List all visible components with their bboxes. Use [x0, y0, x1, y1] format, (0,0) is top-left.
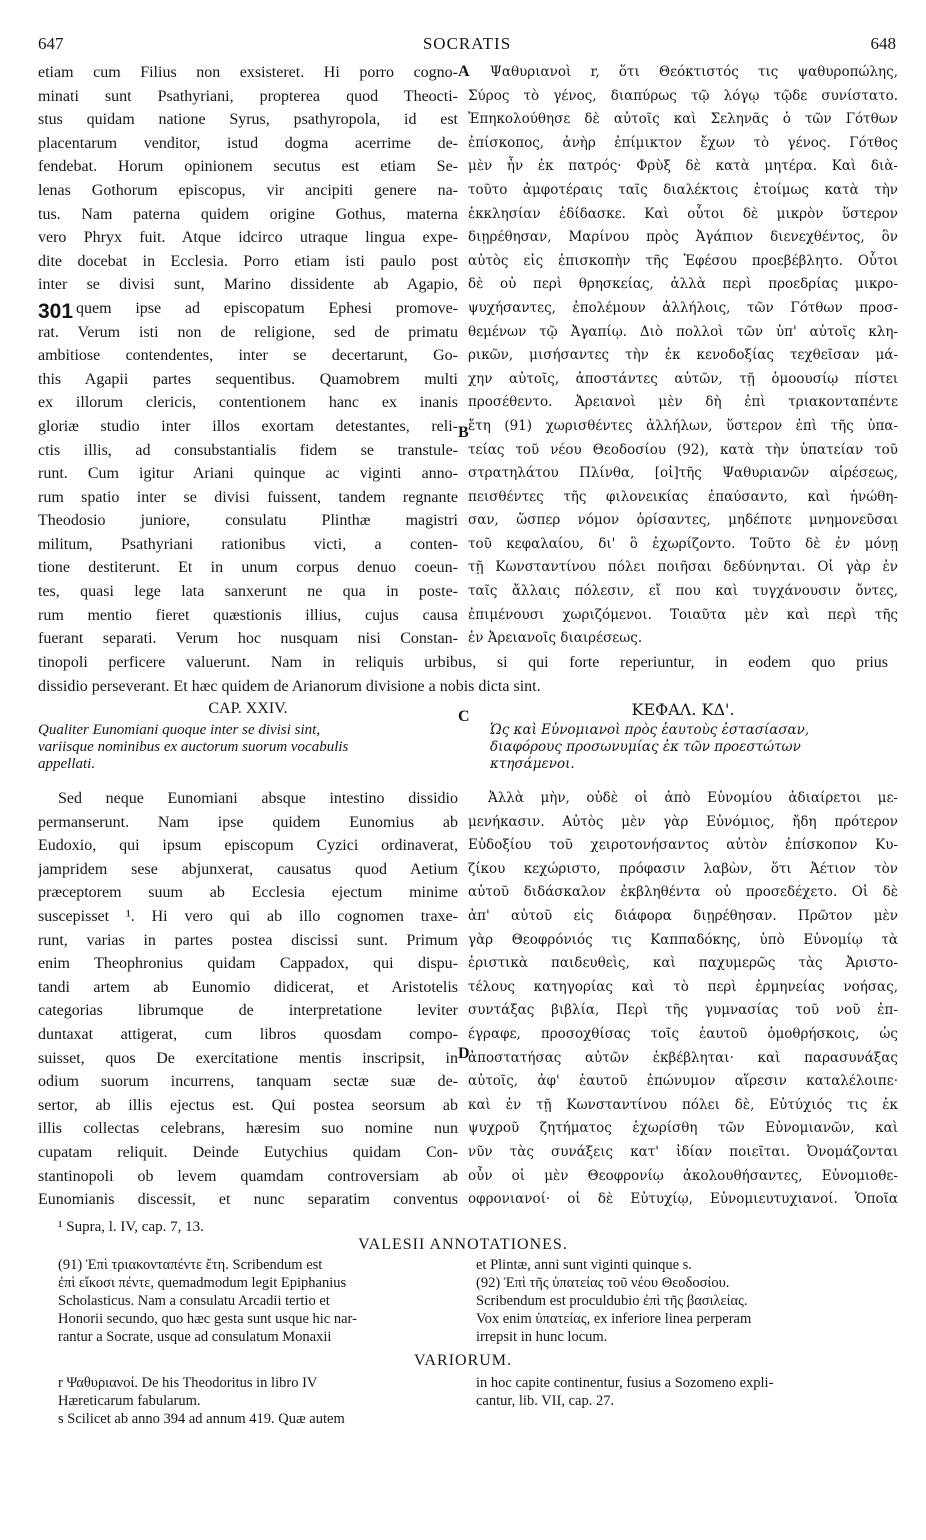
note-line: et Plintæ, anni sunt viginti quinque s. [476, 1257, 692, 1273]
text-line: Eunomianis discessit, et nunc separatim conventus [38, 1191, 458, 1209]
page-number-right: 648 [870, 34, 896, 53]
note-line: (92) Ἐπὶ τῆς ὑπατείας τοῦ νέου Θεοδοσίου. [476, 1275, 730, 1291]
text-line: νῦν τὰς συνάξεις κατ' ἰδίαν ποιεῖται. Ὀνομάζονται [468, 1143, 898, 1160]
text-line: ψυχήσαντες, ἐπολέμουν ἀλλήλοις, τῶν Γότθων προσ- [468, 299, 898, 316]
text-line: ἐν Ἀρειανοῖς διαιρέσεως. [468, 630, 643, 647]
subtitle-line: Ὡς καὶ Εὐνομιανοὶ πρὸς ἑαυτοὺς ἐστασίασαν, [490, 722, 810, 738]
text-line: this Agapii partes sequentibus. Quamobrem multi [38, 370, 458, 388]
note-line: Hæreticarum fabularum. [58, 1393, 201, 1409]
text-line: μὲν ἦν ἐκ πατρός· Φρὺξ δὲ κατὰ μητέρα. Καὶ διὰ- [468, 158, 898, 175]
text-line: categorias librumque de interpretatione leviter [38, 1002, 458, 1020]
subtitle-line: κτησάμενοι. [490, 756, 575, 772]
text-line: ρικῶν, μισήσαντες τὴν ἐκ κενοδοξίας τεχθεῖσαν μά- [468, 347, 898, 364]
text-line: stus quidam natione Syrus, psathyropola, id est [38, 111, 458, 129]
text-line: τῇ Κωνσταντίνου πόλει ποιῆσαι δεδύνηνται. Οἱ γὰρ ἐν [468, 559, 898, 576]
note-line: cantur, lib. VII, cap. 27. [476, 1393, 615, 1409]
greek-column-upper [468, 61, 898, 651]
text-line: enim Theophronius quidam Cappadox, qui dispu- [38, 955, 458, 973]
text-line: odium suorum incurrens, tanquam sectæ suæ de- [38, 1073, 458, 1091]
text-line: inter se divisi sunt, Marino dissidente ab Agapio, [38, 276, 458, 294]
subtitle-line: διαφόρους προσωνυμίας ἐκ τῶν προεστώτων [490, 739, 801, 755]
text-line: vero Phryx fuit. Atque idcirco utraque lingua expe- [38, 229, 458, 247]
text-line: rum spatio inter se divisi fuissent, tandem regnante [38, 488, 458, 506]
latin-column-lower [38, 787, 458, 1212]
text-line: gloriæ studio inter illos exortam detestantes, reli- [38, 417, 458, 435]
page-number-left: 647 [38, 34, 64, 53]
text-line: ταῖς ἄλλαις πόλεσιν, εἴ που καὶ τυγχάνουσιν ὄντες, [468, 583, 898, 600]
text-line: suscepisset ¹. Hi vero qui ab illo cognomen traxe- [38, 907, 458, 925]
text-line: ambitiose contendentes, inter se decertarunt, Go- [38, 347, 458, 365]
text-line: ζίκου κεχώριστο, πρόφασιν λαβὼν, ὅτι Ἀέτιον τὸν [468, 860, 898, 877]
text-line: Theodosio juniore, consulatu Plinthæ magistri [38, 512, 458, 530]
text-line: τείας τοῦ νέου Θεοδοσίου (92), κατὰ τὴν ὑπατείαν τοῦ [468, 441, 898, 458]
column-number-marker: 301 [38, 300, 74, 323]
text-line: αὐτοῦ διδάσκαλον ἐκβληθέντα οὐ προσεδέχετο. Οἱ δὲ [468, 884, 898, 901]
text-line: ἐπιμένουσι χωριζόμενοι. Τοιαῦτα μὲν καὶ περὶ τῆς [468, 606, 898, 623]
note-line: in hoc capite continentur, fusius a Sozomeno expli- [476, 1375, 774, 1391]
text-line: θεμένων τῷ Ἀγαπίῳ. Διὸ πολλοὶ τῶν ὑπ' αὐτοῖς κλη- [468, 323, 898, 340]
text-line: χην αὐτοῖς, ἀποστάντες αὐτῶν, τῇ ὁμοουσίῳ πίστει [468, 370, 898, 387]
margin-letter-d: D [458, 1045, 470, 1062]
text-line: ἔτη (91) χωρισθέντες ἀλλήλων, ὕστερον ἐπὶ τῆς ὑπα- [468, 417, 898, 434]
text-line: τέλους κατηγορίας καὶ τὸ περὶ ἑρμηνείας νοήσας, [468, 978, 898, 995]
text-line: runt. Cum igitur Ariani quinque ac viginti anno- [38, 465, 458, 483]
margin-letter-a: A [458, 63, 470, 80]
text-line: rat. Verum isti non de religione, sed de primatu [38, 323, 458, 341]
text-line: Ἐπηκολούθησε δὲ αὐτοῖς καὶ Σεληνᾶς ὁ τῶν Γότθων [468, 111, 898, 128]
text-line: illis collectas celebrans, hæresim suo nomine nun [38, 1120, 458, 1138]
latin-column-upper [38, 61, 458, 651]
text-line: minati sunt Psathyriani, propterea quod Theocti- [38, 87, 458, 105]
valesii-right-column [476, 1256, 896, 1346]
note-line: irrepsit in hunc locum. [476, 1329, 608, 1345]
text-line: tione destiterunt. Et in unum corpus denuo coeun- [38, 559, 458, 577]
text-line: stantinopoli ob levem quamdam controversiam ab [38, 1167, 458, 1185]
text-line: tandi artem ab Eunomio didicerat, et Aristotelis [38, 978, 458, 996]
text-line: ἀποστατήσας αὐτῶν ἐκβέβληται· καὶ παρασυνάξας [468, 1049, 898, 1066]
greek-column-lower [468, 787, 898, 1212]
text-line: ctis illis, ad consubstantialis fidem se transtule- [38, 441, 458, 459]
chapter-subtitle-latin [38, 722, 458, 773]
text-line: Ἀλλὰ μὴν, οὐδὲ οἱ ἀπὸ Εὐνομίου ἀδιαίρετοι με- [488, 790, 898, 806]
margin-letter-c: C [458, 708, 470, 725]
text-line: σαν, ὥσπερ νόμον ὁρίσαντες, μηδέποτε μνημονεῦσαι [468, 512, 898, 529]
text-line: dite docebat in Ecclesia. Porro etiam isti paulo post [38, 252, 458, 270]
text-line: jampridem sese abjunxerat, causatus quod Aetium [38, 860, 458, 878]
margin-letter-b: B [458, 424, 469, 441]
text-line: dissidio perseverant. Et hæc quidem de Arianorum divisione a nobis dicta sint. [38, 677, 541, 695]
text-line: τοῦτο ἀμφοτέραις ταῖς διαλέκτοις ἑτοίμως κατὰ τὴν [468, 181, 898, 198]
note-line: Vox enim ὑπατείας, ex inferiore linea perperam [476, 1311, 752, 1327]
text-line: permanserunt. Nam ipse quidem Eunomius ab [38, 813, 458, 831]
text-line: quem ipse ad episcopatum Ephesi promove- [76, 299, 458, 317]
text-line: γὰρ Θεοφρόνιός τις Καππαδόκης, ὑπὸ Εὐνομίῳ τὰ [468, 931, 898, 948]
chapter-title-latin: CAP. XXIV. [208, 700, 288, 717]
full-width-text [38, 651, 888, 698]
text-line: ἐκκλησίαν ἐδίδασκε. Καὶ οὗτοι δὲ μικρὸν ὕστερον [468, 205, 898, 222]
text-line: sertor, ab illis ejectus est. Qui postea seorsum ab [38, 1096, 458, 1114]
text-line: Sed neque Eunomiani absque intestino dissidio [58, 790, 458, 807]
text-line: αὐτὸς εἰς ἐπισκοπὴν τῆς Ἐφέσου προεβέβλητο. Οὗτοι [468, 252, 898, 269]
text-line: etiam cum Filius non exsisteret. Hi porro cogno- [38, 64, 458, 81]
text-line: καὶ ἐν τῇ Κωνσταντίνου πόλει δὲ, Εὐτύχιός τις ἐκ [468, 1096, 898, 1113]
page-header [38, 34, 896, 58]
text-line: στρατηλάτου Πλίνθα, [οἱ]τῆς Ψαθυριανῶν αἱρέσεως, [468, 465, 898, 482]
chapter-title-greek: ΚΕΦΑΛ. ΚΔ'. [631, 700, 735, 719]
text-line: suisset, quos De exercitatione mentis inscripsit, in [38, 1049, 458, 1067]
text-line: cupatam reliquit. Deinde Eutychius quidam Con- [38, 1143, 458, 1161]
note-line: Honorii secundo, quo hæc gesta sunt usque hic nar- [58, 1311, 357, 1327]
note-line: rantur a Socrate, usque ad consulatum Monaxii [58, 1329, 332, 1345]
note-line: r Ψαθυριανοί. De his Theodoritus in libro IV [58, 1375, 318, 1391]
text-line: fendebat. Horum opinionem secutus est etiam Se- [38, 158, 458, 176]
text-line: διῃρέθησαν, Μαρίνου πρὸς Ἀγάπιον διενεχθέντος, ὃν [468, 229, 898, 246]
variorum-title: VARIORUM. [413, 1352, 513, 1369]
text-line: έγραφε, προσοχθίσας τοῖς ἑαυτοῦ ὁμοθρήσκοις, ὡς [468, 1025, 898, 1042]
text-line: αὐτοῖς, ἀφ' ἑαυτοῦ ἐπώνυμον αἵρεσιν καταλέλοιπε· [468, 1073, 898, 1090]
note-line: Scholasticus. Nam a consulatu Arcadii tertio et [58, 1293, 330, 1309]
text-line: Εὐδοξίου τοῦ χειροτονήσαντος αὐτὸν ἐπίσκοπον Κυ- [468, 837, 898, 854]
valesii-title: VALESII ANNOTATIONES. [358, 1236, 568, 1253]
text-line: ἐριστικὰ παιδευθεὶς, καὶ παχυμερῶς τὰς Ἀριστο- [468, 955, 898, 972]
note-line: ἐπὶ εἴκοσι πέντε, quemadmodum legit Epiphanius [58, 1275, 347, 1291]
text-line: τοῦ κεφαλαίου, δι' ὃ ἐχωρίζοντο. Τοῦτο δὲ ἐν μόνῃ [468, 535, 898, 552]
text-line: ἐπίσκοπος, ἀνὴρ ἐπίμικτον ἔχων τὸ γένος. Γότθος [468, 134, 898, 151]
text-line: μενήκασιν. Αὐτὸς μὲν γὰρ Εὐνόμιος, ἤδη πρότερον [468, 813, 898, 830]
note-line: Scribendum est proculdubio ἐπὶ τῆς βασιλείας. [476, 1293, 748, 1309]
text-line: συντάξας βιβλία, Περὶ τῆς γυμνασίας τοῦ νοῦ ἐπ- [468, 1002, 898, 1019]
note-line: s Scilicet ab anno 394 ad annum 419. Quæ autem [58, 1411, 345, 1427]
text-line: tes, quasi lege lata sanxerunt ne qua in poste- [38, 583, 458, 601]
text-line: οὖν οἱ μὲν Θεοφρονίῳ ἀκολουθήσαντες, Εὐνομιοθε- [468, 1167, 898, 1184]
subtitle-line: variisque nominibus ex auctorum suorum vocabulis [38, 739, 349, 755]
text-line: Σύρος τὸ γένος, διαπύρως τῷ λόγῳ τῷδε συνίστατο. [468, 87, 898, 104]
text-line: δὲ οὐ περὶ θρησκείας, ἀλλὰ περὶ προεδρίας μικρο- [468, 276, 898, 293]
text-line: duntaxat attigerat, cum libros quosdam compo- [38, 1025, 458, 1043]
text-line: οφρονιανοί· οἱ δὲ Εὐτυχίῳ, Εὐνομιευτυχιανοί. Ὁποῖα [468, 1191, 898, 1208]
subtitle-line: Qualiter Eunomiani quoque inter se divisi sint, [38, 722, 321, 738]
text-line: fuerant separati. Verum hoc nusquam nisi Constan- [38, 630, 458, 648]
valesii-left-column [58, 1256, 458, 1346]
text-line: tus. Nam paterna quidem origine Gothus, materna [38, 205, 458, 223]
note-line: (91) Ἐπὶ τριακονταπέντε ἔτη. Scribendum est [58, 1257, 323, 1273]
footnote: ¹ Supra, l. IV, cap. 7, 13. [58, 1219, 204, 1235]
text-line: runt, varias in partes postea discissi sunt. Primum [38, 931, 458, 949]
text-line: præceptorem suum ab Ecclesia ejectum minime [38, 884, 458, 902]
text-line: ψυχροῦ ζητήματος ἐχωρίσθη τῶν Εὐνομιανῶν, καὶ [468, 1120, 898, 1137]
subtitle-line: appellati. [38, 756, 96, 772]
text-line: Ψαθυριανοὶ r, ὅτι Θεόκτιστός τις ψαθυροπώλης, [490, 64, 898, 80]
text-line: ex illorum clericis, contentionem hanc ex inanis [38, 394, 458, 412]
text-line: προσέθεντο. Ἀρειανοὶ μὲν δὴ ἐπὶ τριακονταπέντε [468, 394, 898, 411]
running-title: SOCRATIS [422, 34, 512, 53]
text-line: tinopoli perficere valuerunt. Nam in reliquis urbibus, si qui forte reperiuntur, in eodem quo prius [38, 654, 888, 671]
text-line: ἀπ' αὐτοῦ εἰς διάφορα διῃρέθησαν. Πρῶτον μὲν [468, 907, 898, 924]
text-line: πεισθέντες τῆς φιλονεικίας ἐπαύσαντο, καὶ ἡνώθη- [468, 488, 898, 505]
text-line: militum, Psathyriani rationibus victi, a conten- [38, 535, 458, 553]
text-line: Eudoxio, qui ipsum episcopum Cyzici ordinaverat, [38, 837, 458, 855]
chapter-subtitle-greek [490, 722, 900, 773]
variorum-right-column [476, 1374, 896, 1410]
text-line: rum mentio fieret quæstionis illius, cujus causa [38, 606, 458, 624]
text-line: lenas Gothorum episcopus, vir ancipiti genere na- [38, 181, 458, 199]
text-line: placentarum venditor, istud dogma acerrime de- [38, 134, 458, 152]
variorum-left-column [58, 1374, 458, 1428]
